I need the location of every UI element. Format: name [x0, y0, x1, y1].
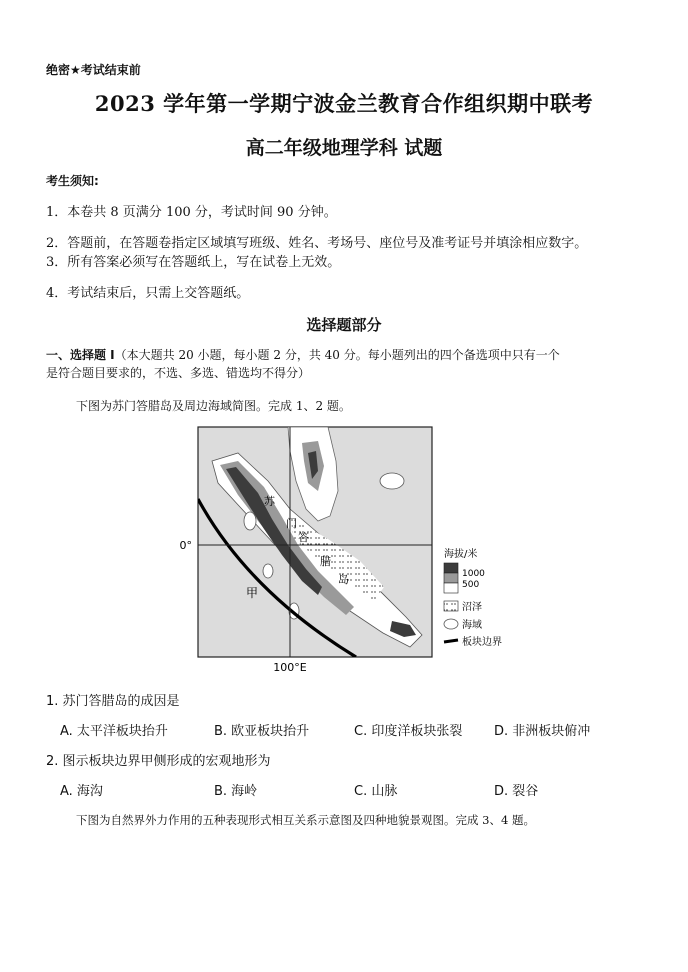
question-2-stem: 2. 图示板块边界甲侧形成的宏观地形为 [46, 754, 271, 769]
confidential-label: 绝密★考试结束前 [46, 63, 141, 77]
latitude-label: 0° [179, 539, 192, 552]
island-char: 答 [298, 531, 309, 544]
legend-500: 500 [462, 580, 480, 590]
question-2-option-a: A. 海沟 [60, 784, 103, 799]
legend-1000: 1000 [462, 569, 485, 579]
map-intro: 下图为苏门答腊岛及周边海域简图。完成 1、2 题。 [76, 399, 351, 413]
part-label: 一、选择题 Ⅰ [46, 348, 115, 362]
notice-item-1: 1．本卷共 8 页满分 100 分，考试时间 90 分钟。 [46, 205, 337, 220]
island-char: 苏 [264, 495, 275, 508]
question-2-option-c: C. 山脉 [354, 784, 398, 799]
legend-sea-label: 海域 [462, 620, 482, 631]
question-1-stem: 1. 苏门答腊岛的成因是 [46, 694, 180, 709]
notice-item-3: 3．所有答案必须写在答题纸上，写在试卷上无效。 [46, 255, 341, 270]
island-char: 岛 [338, 573, 349, 586]
part-instructions-line2: 是符合题目要求的，不选、多选、错选均不得分） [46, 366, 311, 380]
section-title: 选择题部分 [306, 316, 382, 334]
question-1-option-b: B. 欧亚板块抬升 [214, 724, 310, 739]
question-2-option-b: B. 海岭 [214, 784, 258, 799]
legend-title: 海拔/米 [444, 549, 478, 560]
notice-heading: 考生须知: [46, 174, 99, 188]
small-island [244, 512, 256, 530]
region-jia-label: 甲 [246, 586, 259, 600]
exam-subtitle: 高二年级地理学科 试题 [245, 137, 443, 159]
exam-title: 2023 学年第一学期宁波金兰教育合作组织期中联考 [94, 91, 594, 116]
legend-mid-swatch [444, 573, 458, 583]
question-2-option-d: D. 裂谷 [494, 784, 539, 799]
island-char: 门 [286, 517, 297, 530]
legend-swamp-swatch [444, 601, 458, 611]
legend-boundary-label: 板块边界 [462, 637, 502, 648]
small-island [263, 564, 273, 578]
notice-item-4: 4．考试结束后，只需上交答题纸。 [46, 286, 250, 301]
legend-low-swatch [444, 583, 458, 593]
part-instructions-line1 [46, 346, 560, 363]
notice-item-2: 2．答题前，在答题卷指定区域填写班级、姓名、考场号、座位号及准考证号并填涂相应数字。 [46, 236, 588, 251]
legend-high-swatch [444, 563, 458, 573]
legend-swamp-label: 沼泽 [462, 602, 482, 613]
part-instructions-text: （本大题共 20 小题，每小题 2 分，共 40 分。每小题列出的四个备选项中只有一个 [114, 348, 560, 362]
sumatra-map [178, 421, 514, 673]
longitude-label: 100°E [273, 661, 307, 673]
island-char: 腊 [320, 555, 331, 568]
legend-boundary-swatch [444, 640, 458, 642]
figure-intro-2: 下图为自然界外力作用的五种表现形式相互关系示意图及四种地貌景观图。完成 3、4 题。 [76, 813, 535, 827]
small-island [380, 473, 404, 489]
question-1-option-c: C. 印度洋板块张裂 [354, 724, 463, 739]
question-1-option-a: A. 太平洋板块抬升 [60, 724, 168, 739]
question-1-option-d: D. 非洲板块俯冲 [494, 724, 591, 739]
legend-sea-swatch [444, 619, 458, 629]
